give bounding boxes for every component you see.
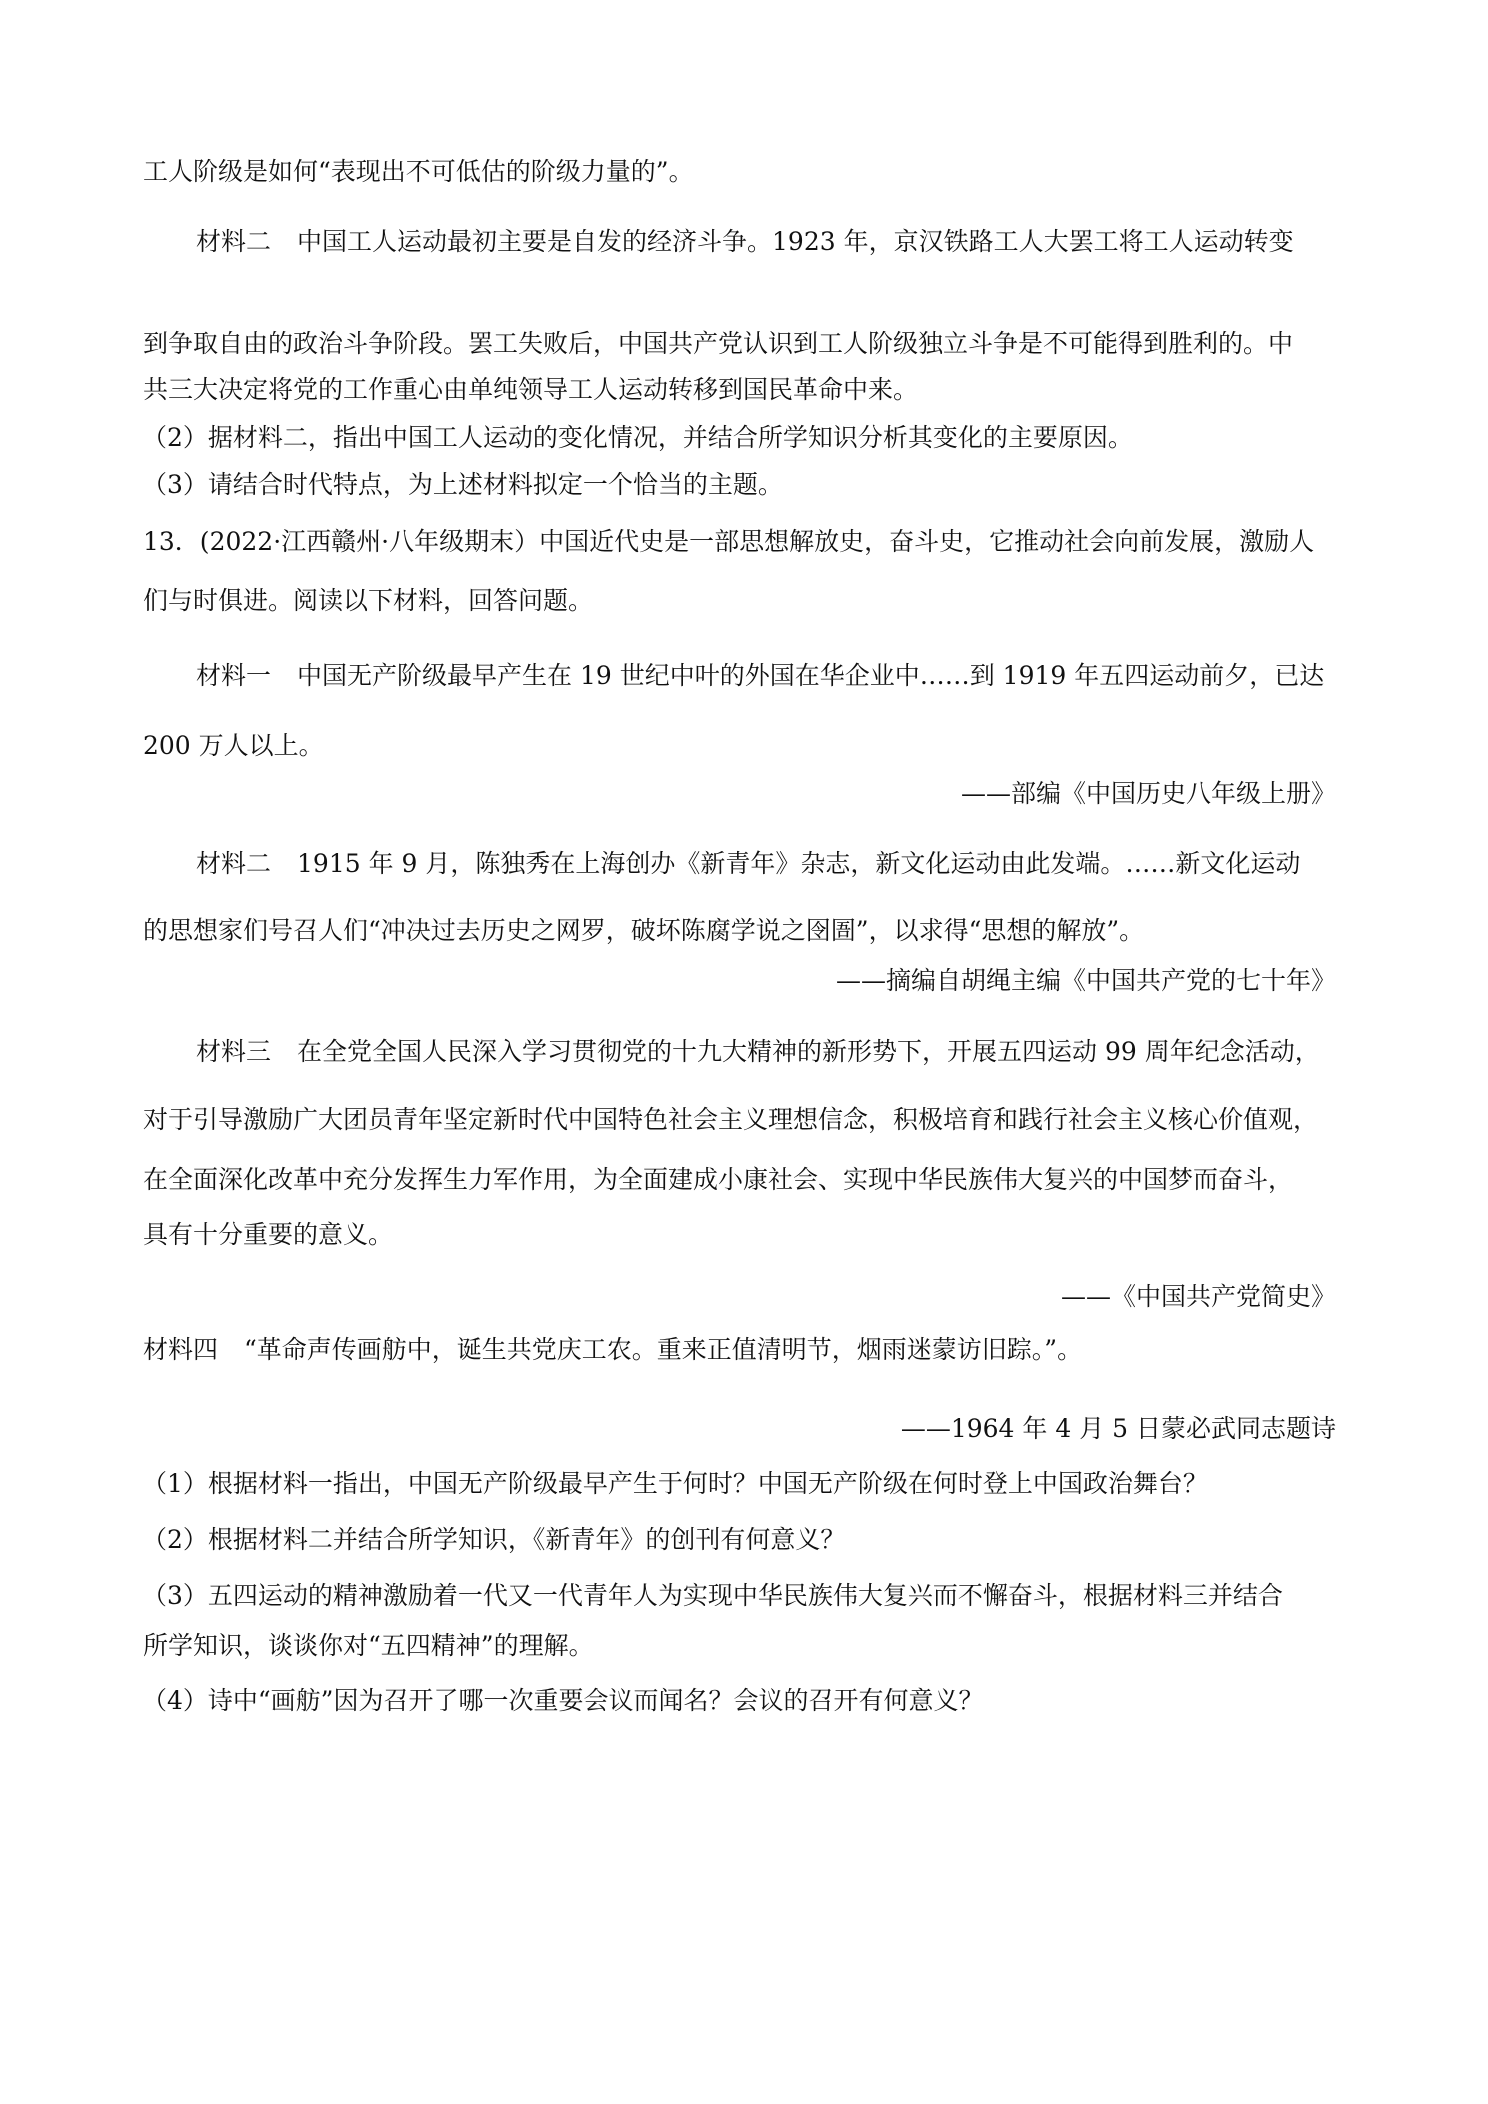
material-label: 材料一 (196, 661, 272, 690)
text-line: 到争取自由的政治斗争阶段。罢工失败后，中国共产党认识到工人阶级独立斗争是不可能得到胜利的。中 (143, 329, 1294, 358)
source-citation: ——部编《中国历史八年级上册》 (960, 779, 1336, 808)
material-label: 材料三 (196, 1037, 272, 1066)
material-label: 材料四 (143, 1335, 219, 1364)
question-3: （3）请结合时代特点，为上述材料拟定一个恰当的主题。 (142, 470, 783, 499)
text-line: 所学知识，谈谈你对“五四精神”的理解。 (143, 1631, 594, 1660)
material-paragraph (143, 1334, 1082, 1366)
question-3: （3）五四运动的精神激励着一代又一代青年人为实现中华民族伟大复兴而不懈奋斗，根据材料三并结合 (142, 1581, 1283, 1610)
text-line: 对于引导激励广大团员青年坚定新时代中国特色社会主义理想信念，积极培育和践行社会主义核心价值观， (143, 1105, 1319, 1134)
material-label: 材料二 (196, 227, 272, 256)
text-line: 1915 年 9 月，陈独秀在上海创办《新青年》杂志，新文化运动由此发端。……新文化运动 (297, 849, 1301, 878)
material-paragraph (196, 660, 1324, 692)
source-citation: ——《中国共产党简史》 (1060, 1282, 1336, 1311)
text-line: 在全面深化改革中充分发挥生力军作用，为全面建成小康社会、实现中华民族伟大复兴的中国梦而奋斗， (143, 1165, 1294, 1194)
material-paragraph (196, 1036, 1320, 1068)
text-line: “革命声传画舫中，诞生共党庆工农。重来正值清明节，烟雨迷蒙访旧踪。”。 (244, 1335, 1083, 1364)
text-line: 具有十分重要的意义。 (143, 1220, 394, 1249)
text-line: 们与时俱进。阅读以下材料，回答问题。 (143, 586, 594, 615)
question-1: （1）根据材料一指出，中国无产阶级最早产生于何时？中国无产阶级在何时登上中国政治舞台？ (142, 1469, 1208, 1498)
text-line: 中国无产阶级最早产生在 19 世纪中叶的外国在华企业中……到 1919 年五四运动前夕，已达 (297, 661, 1325, 690)
text-line: 200 万人以上。 (143, 731, 324, 760)
source-citation: ——1964 年 4 月 5 日蒙必武同志题诗 (900, 1414, 1336, 1443)
question-4: （4）诗中“画舫”因为召开了哪一次重要会议而闻名？会议的召开有何意义？ (142, 1686, 984, 1715)
material-paragraph (196, 226, 1294, 258)
text-line: 中国工人运动最初主要是自发的经济斗争。1923 年，京汉铁路工人大罢工将工人运动转变 (297, 227, 1294, 256)
text-line: 在全党全国人民深入学习贯彻党的十九大精神的新形势下，开展五四运动 99 周年纪念活动， (297, 1037, 1320, 1066)
source-citation: ——摘编自胡绳主编《中国共产党的七十年》 (835, 966, 1336, 995)
text-line: 共三大决定将党的工作重心由单纯领导工人运动转移到国民革命中来。 (143, 375, 919, 404)
question-2: （2）据材料二，指出中国工人运动的变化情况，并结合所学知识分析其变化的主要原因。 (142, 423, 1133, 452)
material-paragraph (196, 848, 1300, 880)
text-line: 工人阶级是如何“表现出不可低估的阶级力量的”。 (143, 157, 694, 186)
material-label: 材料二 (196, 849, 272, 878)
question-13-stem: 13．(2022·江西赣州·八年级期末）中国近代史是一部思想解放史，奋斗史，它推动社会向前发展，激励人 (143, 527, 1315, 556)
question-2: （2）根据材料二并结合所学知识，《新青年》的创刊有何意义？ (142, 1525, 846, 1554)
text-line: 的思想家们号召人们“冲决过去历史之网罗，破坏陈腐学说之囹圄”，以求得“思想的解放”。 (143, 916, 1145, 945)
